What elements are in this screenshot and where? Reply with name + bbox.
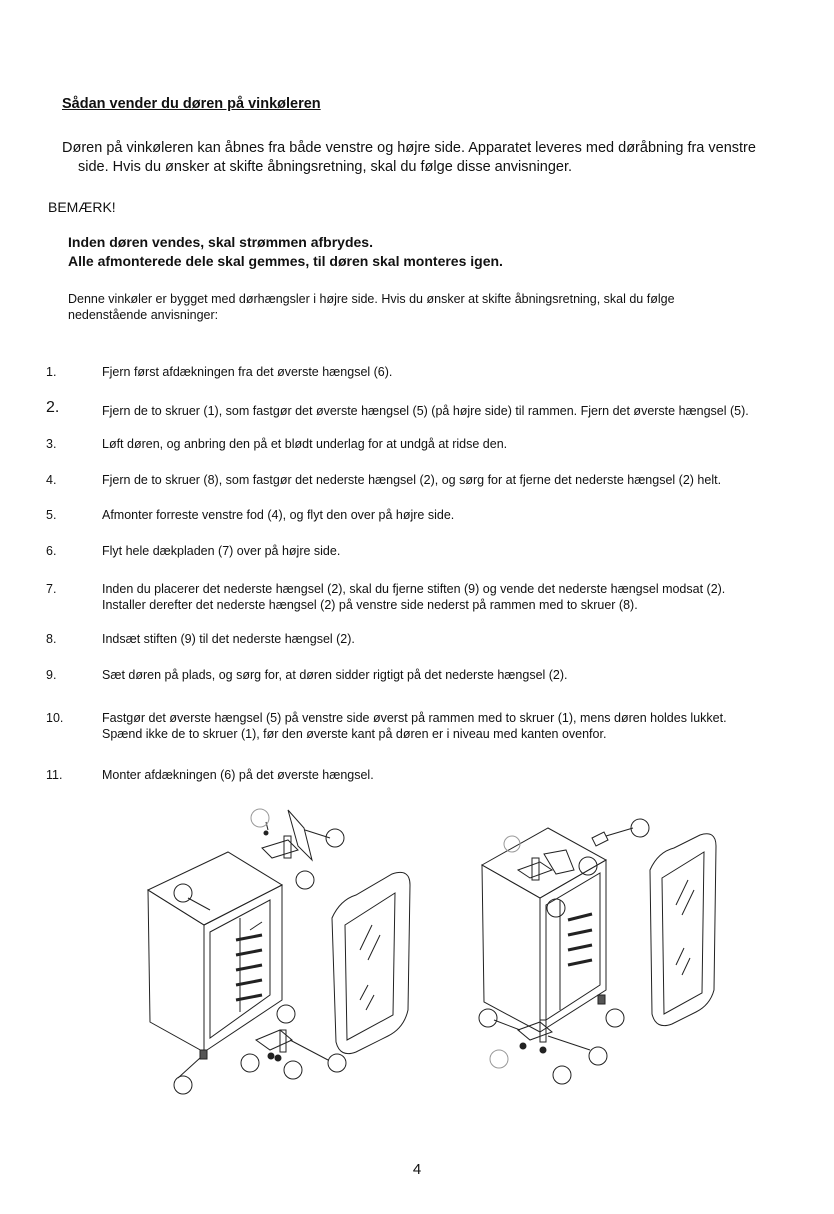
step-number: 11. <box>46 768 63 782</box>
step-number: 6. <box>46 544 57 558</box>
warning-line-2: Alle afmonterede dele skal gemmes, til døren skal monteres igen. <box>68 253 503 269</box>
page-title: Sådan vender du døren på vinkøleren <box>62 96 321 112</box>
step-number: 1. <box>46 365 57 379</box>
warning-line-1: Inden døren vendes, skal strømmen afbrydes. <box>68 234 373 250</box>
step-number: 5. <box>46 508 57 522</box>
step-text: Fjern de to skruer (1), som fastgør det øverste hængsel (5) (på højre side) til rammen. Fjern det øverste hængsel (5). <box>102 404 749 418</box>
step-text: Inden du placerer det nederste hængsel (2), skal du fjerne stiften (9) og vende det nederste hængsel modsat (2). <box>102 582 726 596</box>
step-number: 3. <box>46 437 57 451</box>
step-number: 10. <box>46 711 64 725</box>
step-text: Monter afdækningen (6) på det øverste hængsel. <box>102 768 374 782</box>
intro-line-2: side. Hvis du ønsker at skifte åbningsretning, skal du følge disse anvisninger. <box>78 159 573 175</box>
step-number: 9. <box>46 668 57 682</box>
step-text: Spænd ikke de to skruer (1), før den øverste kant på døren er i niveau med kanten ovenfor. <box>102 727 607 741</box>
step-text: Fastgør det øverste hængsel (5) på venstre side øverst på rammen med to skruer (1), mens døren holdes lukket. <box>102 711 727 725</box>
step-number: 8. <box>46 632 57 646</box>
step-text: Afmonter forreste venstre fod (4), og flyt den over på højre side. <box>102 508 455 522</box>
intro-line-1: Døren på vinkøleren kan åbnes fra både venstre og højre side. Apparatet leveres med døråbning fra venstre <box>62 140 756 156</box>
step-number: 7. <box>46 582 57 596</box>
step-text: Flyt hele dækpladen (7) over på højre side. <box>102 544 341 558</box>
step-number: 4. <box>46 473 57 487</box>
step-text: Fjern de to skruer (8), som fastgør det nederste hængsel (2), og sørg for at fjerne det nederste hængsel (2) helt. <box>102 473 722 487</box>
step-text: Sæt døren på plads, og sørg for, at døren sidder rigtigt på det nederste hængsel (2). <box>102 668 568 682</box>
description-line-2: nedenstående anvisninger: <box>68 308 219 322</box>
description-line-1: Denne vinkøler er bygget med dørhængsler i højre side. Hvis du ønsker at skifte åbningsretning, skal du følge <box>68 292 675 306</box>
step-text: Løft døren, og anbring den på et blødt underlag for at undgå at ridse den. <box>102 437 508 451</box>
left-cabinet-figure <box>148 809 410 1094</box>
page-number: 4 <box>412 1161 422 1178</box>
note-heading: BEMÆRK! <box>48 199 116 215</box>
step-text: Installer derefter det nederste hængsel (2) på venstre side nederst på rammen med to skruer (8). <box>102 598 638 612</box>
step-number: 2. <box>46 399 60 416</box>
step-text: Indsæt stiften (9) til det nederste hængsel (2). <box>102 632 355 646</box>
right-cabinet-figure <box>479 819 716 1084</box>
step-text: Fjern først afdækningen fra det øverste hængsel (6). <box>102 365 393 379</box>
